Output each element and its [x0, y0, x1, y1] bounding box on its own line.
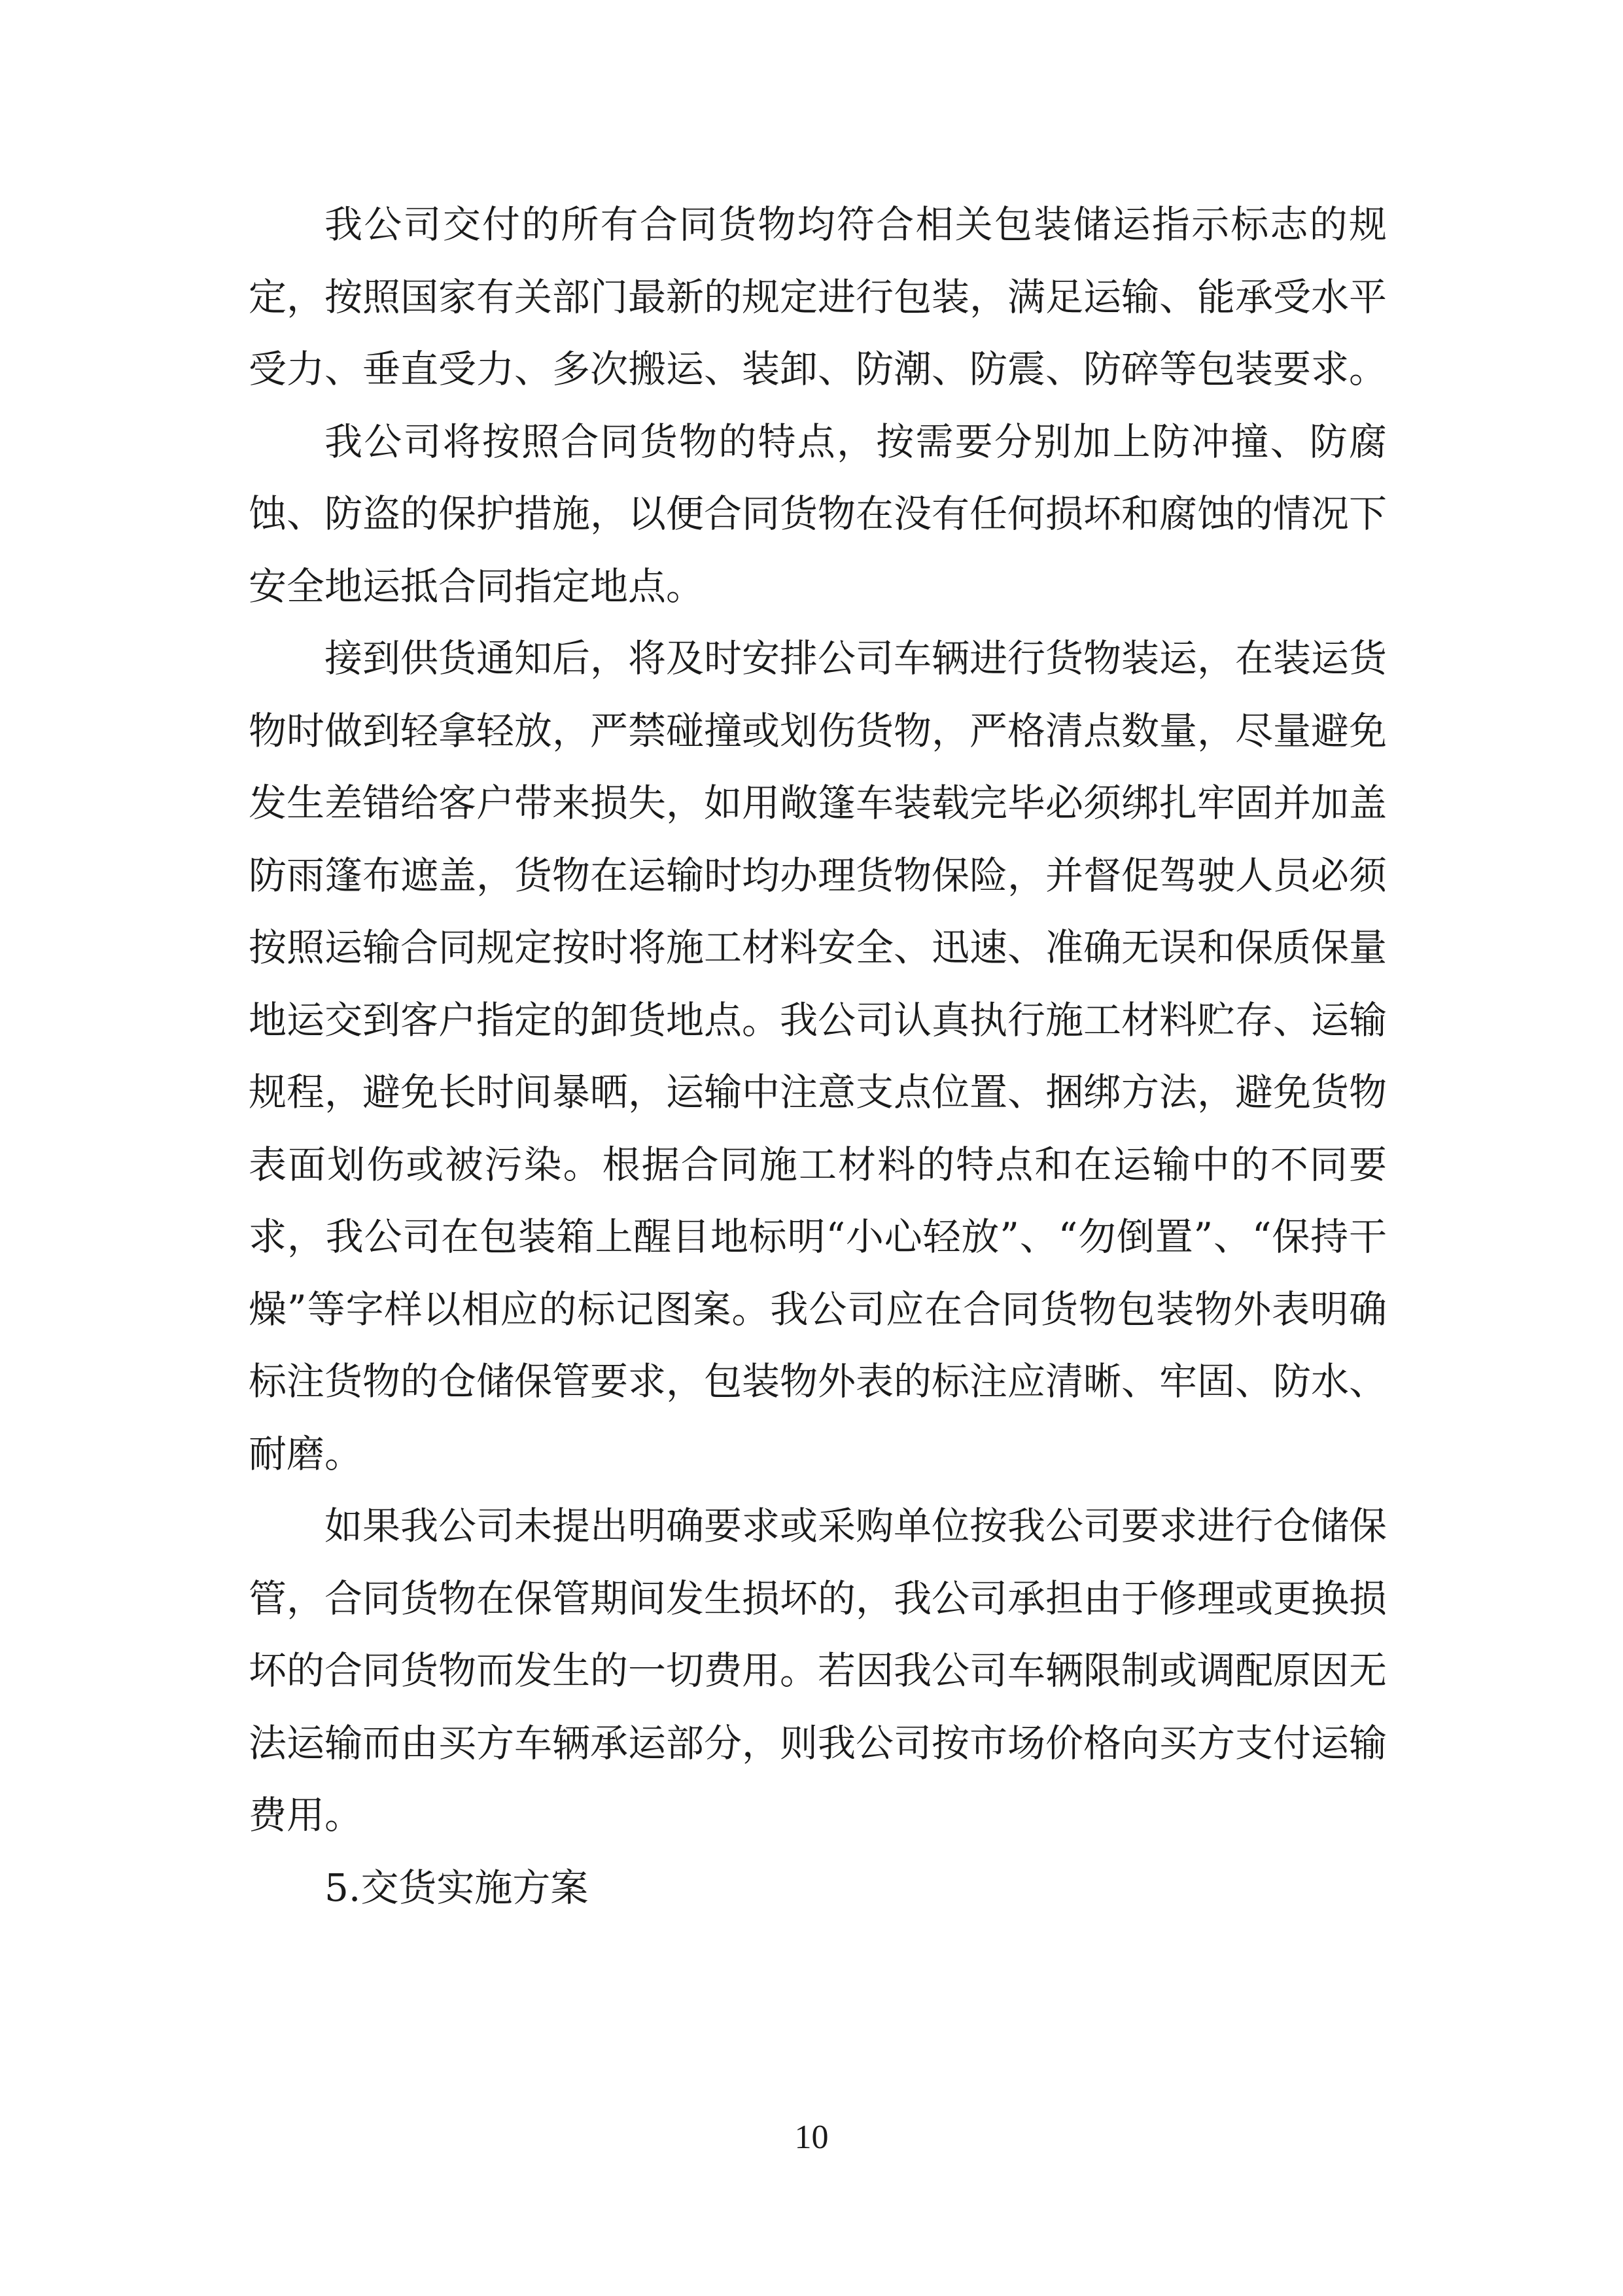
paragraph-storage-liability: 如果我公司未提出明确要求或采购单位按我公司要求进行仓储保管，合同货物在保管期间发生损坏的，我公司承担由于修理或更换损坏的合同货物而发生的一切费用。若因我公司车辆限制或调配原因无法运输而由买方车辆承运部分，则我公司按市场价格向买方支付运输费用。 [249, 1504, 1387, 1837]
section-heading: 5.交货实施方案 [324, 1865, 589, 1910]
paragraph-transport-procedures: 接到供货通知后，将及时安排公司车辆进行货物装运，在装运货物时做到轻拿轻放，严禁碰撞或划伤货物，严格清点数量，尽量避免发生差错给客户带来损失，如用敞篷车装载完毕必须绑扎牢固并加盖防雨篷布遮盖，货物在运输时均办理货物保险，并督促驾驶人员必须按照运输合同规定按时将施工材料安全、迅速、准确无误和保质保量地运交到客户指定的卸货地点。我公司认真执行施工材料贮存、运输规程，避免长时间暴晒，运输中注意支点位置、捆绑方法，避免货物表面划伤或被污染。根据合同施工材料的特点和在运输中的不同要求，我公司在包装箱上醒目地标明“小心轻放”、“勿倒置”、“保持干燥”等字样以相应的标记图案。我公司应在合同货物包装物外表明确标注货物的仓储保管要求，包装物外表的标注应清晰、牢固、防水、耐磨。 [249, 636, 1387, 1476]
page-number: 10 [794, 2119, 829, 2156]
paragraph-packaging-standards: 我公司交付的所有合同货物均符合相关包装储运指示标志的规定，按照国家有关部门最新的规定进行包装，满足运输、能承受水平受力、垂直受力、多次搬运、装卸、防潮、防震、防碎等包装要求。 [249, 202, 1387, 391]
paragraph-protection-measures: 我公司将按照合同货物的特点，按需要分别加上防冲撞、防腐蚀、防盗的保护措施，以便合同货物在没有任何损坏和腐蚀的情况下安全地运抵合同指定地点。 [249, 419, 1387, 609]
page-body [249, 188, 1387, 1924]
